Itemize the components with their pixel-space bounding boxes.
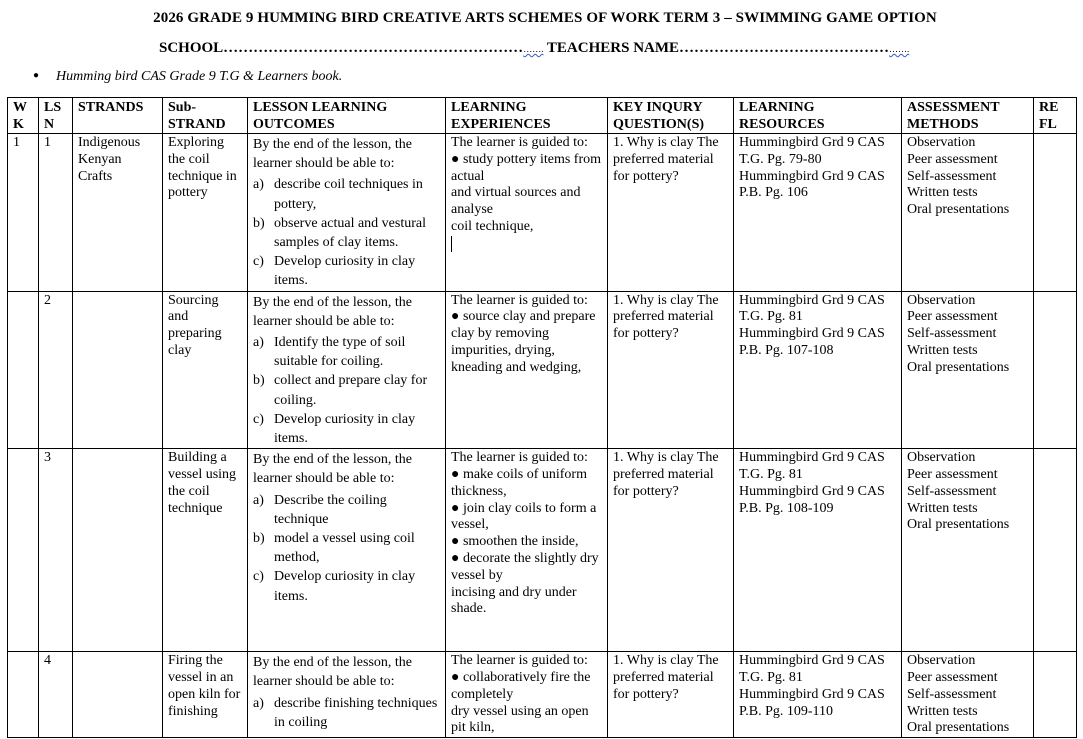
header-substrand: Sub-STRAND: [163, 98, 248, 134]
outcomes-list: [253, 491, 440, 606]
outcome-item: [253, 491, 440, 529]
table-row: [8, 652, 1077, 738]
outcome-letter: b): [253, 215, 265, 231]
cell-lsn: 4: [39, 652, 73, 738]
header-assessment: ASSESSMENT METHODS: [902, 98, 1034, 134]
assessment-line: Observation: [907, 653, 976, 669]
cell-experiences: [446, 652, 608, 738]
outcome-text: describe finishing techniques in coiling: [274, 695, 438, 730]
outcomes-intro: By the end of the lesson, the learner should be able to:: [253, 655, 413, 690]
outcome-letter: a): [253, 492, 264, 508]
text-cursor: [451, 236, 452, 252]
assessment-line: Peer assessment: [907, 670, 998, 686]
cell-substrand: Firing the vessel in an open kiln for finishing: [163, 652, 248, 738]
outcomes-intro: By the end of the lesson, the learner should be able to:: [253, 137, 413, 172]
experience-line: ● smoothen the inside,: [451, 534, 579, 550]
assessment-line: Self-assessment: [907, 168, 997, 184]
cell-question: 1. Why is clay The preferred material for pottery?: [608, 652, 734, 738]
outcome-item: [253, 333, 440, 371]
reference-note-text: Humming bird CAS Grade 9 T.G & Learners book.: [56, 69, 343, 84]
assessment-line: Observation: [907, 450, 976, 466]
experience-line: dry vessel using an open pit kiln,: [451, 703, 589, 736]
outcome-letter: a): [253, 695, 264, 711]
outcome-letter: a): [253, 177, 264, 193]
outcome-letter: c): [253, 569, 264, 585]
assessment-line: Oral presentations: [907, 517, 1010, 533]
cell-outcomes: [248, 449, 446, 652]
resource-line: Hummingbird Grd 9 CAS T.G. Pg. 81: [739, 450, 885, 483]
outcome-letter: b): [253, 531, 265, 547]
assessment-line: Self-assessment: [907, 326, 997, 342]
cell-strand: [73, 449, 163, 652]
cell-experiences: [446, 134, 608, 292]
cell-wk: [8, 449, 39, 652]
header-row: [8, 98, 1077, 134]
outcome-letter: c): [253, 254, 264, 270]
experience-line: ● make coils of uniform thickness,: [451, 467, 587, 499]
cell-substrand: Exploring the coil technique in pottery: [163, 134, 248, 292]
outcome-item: [253, 252, 440, 290]
outcome-letter: a): [253, 335, 264, 351]
resource-line: Hummingbird Grd 9 CAS T.G. Pg. 79-80: [739, 135, 885, 167]
assessment-line: Oral presentations: [907, 202, 1010, 218]
experience-line: The learner is guided to:: [451, 292, 588, 308]
outcomes-list: [253, 175, 440, 290]
assessment-line: Oral presentations: [907, 359, 1010, 375]
assessment-line: Oral presentations: [907, 720, 1010, 736]
outcomes-intro: By the end of the lesson, the learner should be able to:: [253, 452, 413, 487]
cell-outcomes: [248, 652, 446, 738]
cell-reflection[interactable]: [1034, 134, 1077, 292]
cell-wk: [8, 652, 39, 738]
cell-substrand: Building a vessel using the coil technique: [163, 449, 248, 652]
experience-line: The learner is guided to:: [451, 450, 588, 466]
header-reflection: RE FL: [1034, 98, 1077, 134]
header-wk: W K: [8, 98, 39, 134]
scheme-of-work-table: [7, 97, 1077, 738]
cell-assessment: [902, 652, 1034, 738]
resource-line: Hummingbird Grd 9 CAS P.B. Pg. 106: [739, 168, 885, 201]
cell-assessment: [902, 449, 1034, 652]
cell-outcomes: [248, 134, 446, 292]
resource-line: Hummingbird Grd 9 CAS T.G. Pg. 81: [739, 292, 885, 325]
cell-question: 1. Why is clay The preferred material for pottery?: [608, 134, 734, 292]
assessment-line: Written tests: [907, 500, 978, 516]
outcomes-list: [253, 694, 440, 732]
header-lsn: LS N: [39, 98, 73, 134]
assessment-line: Written tests: [907, 185, 978, 201]
outcome-text: observe actual and vestural samples of clay items.: [274, 215, 426, 251]
assessment-line: Self-assessment: [907, 686, 997, 702]
header-resources: LEARNING RESOURCES: [734, 98, 902, 134]
table-row: [8, 291, 1077, 449]
outcomes-intro: By the end of the lesson, the learner should be able to:: [253, 294, 413, 329]
outcome-item: [253, 567, 440, 605]
cell-resources: [734, 291, 902, 449]
bullet-icon: ●: [33, 70, 40, 81]
cell-strand: [73, 652, 163, 738]
resource-line: Hummingbird Grd 9 CAS T.G. Pg. 81: [739, 653, 885, 686]
cell-strand: Indigenous Kenyan Crafts: [73, 134, 163, 292]
cell-resources: [734, 134, 902, 292]
experience-line: ● join clay coils to form a vessel,: [451, 500, 597, 533]
outcome-text: Develop curiosity in clay items.: [274, 254, 416, 289]
header-strands: STRANDS: [73, 98, 163, 134]
experience-line: ● source clay and prepare clay by removing impurities, drying,: [451, 309, 596, 359]
cell-experiences: [446, 449, 608, 652]
cell-reflection[interactable]: [1034, 449, 1077, 652]
outcome-text: collect and prepare clay for coiling.: [274, 373, 428, 408]
teacher-label: TEACHERS NAME……………………………………: [546, 40, 890, 56]
experience-line: The learner is guided to:: [451, 653, 588, 669]
outcome-text: Develop curiosity in clay items.: [274, 411, 416, 447]
school-label: SCHOOL……………………………………………………: [159, 40, 524, 56]
experience-line: incising and dry under shade.: [451, 584, 577, 617]
outcome-item: [253, 214, 440, 252]
cell-wk: [8, 291, 39, 449]
table-row: [8, 449, 1077, 652]
experience-line: and virtual sources and analyse: [451, 185, 581, 218]
cell-substrand: Sourcing and preparing clay: [163, 291, 248, 449]
outcomes-list: [253, 333, 440, 448]
outcome-text: Develop curiosity in clay items.: [274, 569, 416, 604]
cell-resources: [734, 652, 902, 738]
outcome-item: [253, 371, 440, 409]
assessment-line: Written tests: [907, 343, 978, 359]
assessment-line: Peer assessment: [907, 467, 998, 483]
cell-question: 1. Why is clay The preferred material for pottery?: [608, 449, 734, 652]
assessment-line: Observation: [907, 292, 976, 308]
cell-lsn: 2: [39, 291, 73, 449]
experience-line: ● decorate the slightly dry vessel by: [451, 551, 599, 583]
experience-line: ● study pottery items from actual: [451, 151, 601, 184]
experience-line: kneading and wedging,: [451, 359, 582, 375]
cell-strand: [73, 291, 163, 449]
school-teacher-line: [159, 40, 909, 57]
school-spellcheck-squiggle: …….: [523, 44, 544, 54]
assessment-line: Peer assessment: [907, 309, 998, 325]
cell-resources: [734, 449, 902, 652]
outcome-text: describe coil techniques in pottery,: [274, 177, 423, 212]
cell-lsn: 1: [39, 134, 73, 292]
assessment-line: Written tests: [907, 703, 978, 719]
table-row: [8, 134, 1077, 292]
assessment-line: Observation: [907, 135, 976, 150]
outcome-item: [253, 410, 440, 448]
cell-assessment: [902, 291, 1034, 449]
cell-experiences: [446, 291, 608, 449]
outcome-item: [253, 175, 440, 213]
experience-line: ● collaboratively fire the completely: [451, 670, 591, 702]
reference-note: [33, 69, 342, 85]
resource-line: Hummingbird Grd 9 CAS P.B. Pg. 107-108: [739, 326, 885, 359]
header-question: KEY INQURY QUESTION(S): [608, 98, 734, 134]
outcome-letter: c): [253, 411, 264, 427]
header-outcomes: LESSON LEARNING OUTCOMES: [248, 98, 446, 134]
outcome-letter: b): [253, 373, 265, 389]
cell-lsn: 3: [39, 449, 73, 652]
outcome-text: Identify the type of soil suitable for coiling.: [274, 335, 406, 370]
document-title: 2026 GRADE 9 HUMMING BIRD CREATIVE ARTS SCHEMES OF WORK TERM 3 – SWIMMING GAME OPTION: [153, 10, 937, 26]
outcome-text: Describe the coiling technique: [274, 492, 387, 527]
cell-outcomes: [248, 291, 446, 449]
experience-line: coil technique,: [451, 218, 534, 234]
experience-line: The learner is guided to:: [451, 135, 588, 150]
cell-wk: 1: [8, 134, 39, 292]
outcome-text: model a vessel using coil method,: [274, 531, 415, 566]
outcome-item: [253, 529, 440, 567]
outcome-item: [253, 694, 440, 732]
header-experiences: LEARNING EXPERIENCES: [446, 98, 608, 134]
cell-reflection[interactable]: [1034, 291, 1077, 449]
assessment-line: Self-assessment: [907, 483, 997, 499]
assessment-line: Peer assessment: [907, 151, 998, 167]
cell-question: 1. Why is clay The preferred material for pottery?: [608, 291, 734, 449]
resource-line: Hummingbird Grd 9 CAS P.B. Pg. 108-109: [739, 483, 885, 516]
cell-assessment: [902, 134, 1034, 292]
teacher-spellcheck-squiggle: …….: [889, 44, 910, 54]
cell-reflection[interactable]: [1034, 652, 1077, 738]
resource-line: Hummingbird Grd 9 CAS P.B. Pg. 109-110: [739, 686, 885, 719]
